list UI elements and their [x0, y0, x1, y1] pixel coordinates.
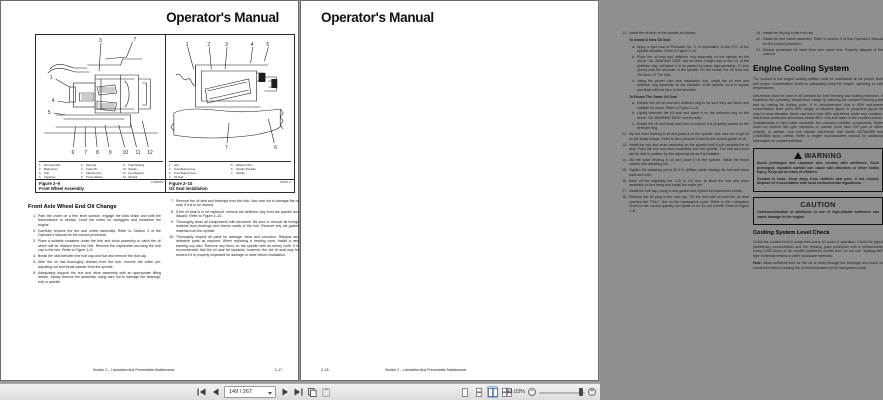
- zoom-percentage-label: 93.03%: [506, 389, 525, 395]
- figure-a-caption: [36, 179, 166, 192]
- legend-label: Oil Seal: [128, 175, 138, 179]
- step-text: Apply a light coat of Permatex No. 3, or equivalent, to the O.D. of the spindle shoulder. Refer to Figure 2–10.: [637, 44, 749, 54]
- legend-number: 7.: [81, 171, 84, 175]
- step-text: Dip the outer bearing in oil and place it on the spindle. Install the thrust washer and adjusting nut.: [629, 157, 749, 167]
- figure-front-wheel-assembly: [35, 34, 167, 193]
- single-page-view-button[interactable]: [459, 386, 470, 398]
- legend-number: 5.: [231, 163, 234, 167]
- svg-text:2: 2: [207, 42, 211, 49]
- step-marker: 8.: [171, 209, 174, 214]
- left-page-column-1: [28, 199, 161, 286]
- figure-b-caption: [166, 179, 294, 192]
- note-label: Note:: [753, 261, 762, 266]
- warning-triangle-icon: [794, 152, 802, 159]
- two-page-spread-view-button[interactable]: [487, 386, 498, 398]
- numbered-step: [619, 195, 749, 213]
- figure-oil-seal-installation: [165, 34, 295, 193]
- svg-text:1: 1: [185, 42, 189, 49]
- warning-paragraphs: [757, 161, 879, 185]
- step-marker: c.: [632, 121, 635, 126]
- numbered-step: [619, 168, 749, 177]
- step-text: Rotate the oil seal back and forth to ensure it is properly seated on the deflector ring.: [637, 121, 749, 131]
- svg-text:9: 9: [108, 150, 112, 157]
- level-check-paragraphs: [753, 240, 883, 258]
- step-text: Carefully remove the tire and wheel assembly. Refer to Section 3 of the Operator's Manual for the correct procedure.: [38, 228, 161, 238]
- legend-number: 3.: [39, 171, 42, 175]
- step-text: Break the seal between the hub cap and hub and remove the hub cap.: [38, 254, 148, 259]
- step-text: Place a suitable container under the hub and drum assembly to catch the oil which will be drained from the hub. Remove the capscrews securing the hub cap to the hub. Refer to Figure 2–9.: [38, 239, 161, 253]
- legend-number: 8.: [81, 175, 84, 179]
- paragraph: Anti-freeze must be used in all climates for both freezing and boiling protection. It broadens the operating temperature range by lowering the coolant freezing point and by raising its boiling point. It is recommended that a 50% anti-freeze concentration level (40%–60% range) of ethylene glycol or propylene glycol be used in most climates. Never use more than 68% anti-freeze under any condition. Anti-freeze protection decreases above 68%. Use soft water in the coolant mixture. Contaminants in hard water neutralize the corrosion inhibitor components. Water must not exceed 300 ppm hardness or contain more than 100 ppm of either chloride or sulfate. Use low silicate anti-freeze that meets ASTM4985 test (GM6038M spec) criteria. Refer to engine manufacturers manual for additional information on coolant selection.: [753, 94, 883, 143]
- legend-number: 7.: [231, 171, 234, 175]
- legend-number: 4.: [169, 175, 172, 179]
- step-marker: 18.: [622, 195, 627, 200]
- legend-label: Spindle Shoulder: [236, 167, 256, 171]
- engine-cooling-system-heading: Engine Cooling System: [753, 63, 849, 74]
- legend-label: Hub: [174, 163, 179, 167]
- right-page-column-2: [753, 31, 883, 273]
- legend-label: Outer Bearing: [128, 163, 145, 167]
- numbered-step: [166, 220, 299, 233]
- right-page-sublist-2: [619, 101, 749, 131]
- right-page-sublist-1: [619, 45, 749, 92]
- figure-b-artwork: [166, 35, 294, 159]
- legend-label: Spindle: [236, 171, 245, 175]
- numbered-step: [28, 271, 161, 284]
- legend-label: Deflector Ring: [236, 163, 253, 167]
- zoom-slider[interactable]: [539, 386, 585, 398]
- figure-a-artwork: [36, 35, 166, 159]
- legend-label: Oil Seal: [174, 175, 184, 179]
- cooling-system-level-check-heading: Cooling System Level Check: [753, 230, 830, 237]
- svg-text:6: 6: [71, 150, 75, 157]
- legend-number: 2.: [169, 167, 172, 171]
- figure-a-art-code: 1209825R: [151, 181, 163, 184]
- step-marker: a.: [632, 101, 635, 106]
- continuous-scroll-view-button[interactable]: [473, 386, 484, 398]
- svg-text:4: 4: [250, 42, 254, 49]
- figure-b-legend-col-1: [169, 164, 229, 181]
- next-page-button[interactable]: [279, 386, 290, 398]
- legend-number: 6.: [81, 167, 84, 171]
- legend-number: 2.: [39, 167, 42, 171]
- numbered-step: [619, 179, 749, 188]
- page-title-right: Operator's Manual: [321, 10, 434, 25]
- numbered-step: [28, 260, 161, 269]
- step-text: Lightly lubricate the oil seal and place it on the deflector ring so the words "OIL BEARING SIDE" can be read.: [637, 111, 749, 120]
- step-marker: 16.: [622, 178, 627, 183]
- step-marker: b.: [632, 54, 635, 59]
- right-page-steps-cont: [619, 132, 749, 213]
- paragraph: Check the coolant level in surge tank every 10 hours of operation. Check the glycol (antifreeze) concentration and the freezing point protection with a refractometer every 2,000 hours or six months whichever comes first. Do not use "floating ball" type of density testers or other inaccurate methods.: [753, 240, 883, 258]
- viewer-toolbar[interactable]: [0, 383, 600, 400]
- document-page-right[interactable]: [300, 0, 883, 381]
- right-page-footer-section: Section 2 – Lubrication And Preventative Maintenance: [385, 368, 467, 372]
- figure-a-caption-number: Figure 2–9: [39, 181, 60, 186]
- step-text: Thoroughly inspect all parts for damage, wear and corrosion. Replace any defective parts as required. When replacing a bearing cone, install a new bearing cup also. Remove any burrs on the spindle with an emery cloth. It is recommended that the oil seal be replaced, however, the old oil seal may be reused if it is properly inspected for damage or wear before installation.: [176, 234, 299, 257]
- left-page-steps-col1: [28, 214, 161, 284]
- step-marker: 7.: [171, 199, 174, 203]
- step-text: Install the hub cap, using a new gasket and tighten the capscrews evenly.: [629, 189, 743, 194]
- legend-number: 1.: [39, 163, 42, 167]
- legend-label: Hub Cap: [86, 163, 97, 167]
- svg-text:7: 7: [84, 150, 88, 157]
- legend-label: Inner Bearing Cone: [174, 171, 197, 175]
- zoom-slider-handle[interactable]: [579, 388, 583, 396]
- sub-heading-reuse-same-oil-seal: To Reuse The Same Oil Seal: [629, 94, 678, 99]
- numbered-step: [166, 199, 299, 208]
- legend-number: 5.: [81, 163, 84, 167]
- step-text: Install the fill plug in the hub cap.: [763, 31, 814, 35]
- left-page-footer-section: Section 2 – Lubrication And Preventative Maintenance: [93, 368, 175, 372]
- page-title-left: Operator's Manual: [166, 10, 279, 25]
- svg-text:6: 6: [274, 145, 278, 152]
- paste-page-button[interactable]: [321, 386, 332, 398]
- legend-label: Rim Assembly: [44, 163, 61, 167]
- paragraph: Coolant is toxic. Keep away from children and pets. If not reused, dispose of in accordance with local environmental regulations.: [757, 176, 879, 186]
- legend-label: Brake Drum: [44, 167, 58, 171]
- step-marker: 3.: [33, 239, 36, 244]
- copy-page-button[interactable]: [307, 386, 318, 398]
- step-text: Install the oil seal on the spindle as follows:: [629, 31, 696, 35]
- step-marker: 11.: [622, 31, 627, 35]
- legend-entry: [231, 172, 291, 176]
- step-text: Tighten the adjusting nut to 50 ft lb (68Nm) while rotating the hub and drum back and forth.: [629, 168, 749, 177]
- sub-heading-install-new-oil-seal: To Install A New Oil Seal: [629, 38, 671, 43]
- paragraph: Overconcentration of antifreeze or use of high-silicate antifreeze can cause damage to the engine.: [757, 210, 879, 219]
- numbered-step: [629, 55, 749, 77]
- step-marker: 17.: [622, 189, 627, 194]
- numbered-step: [629, 101, 749, 110]
- step-marker: 6.: [33, 270, 36, 275]
- chevron-down-icon[interactable]: [268, 392, 272, 395]
- numbered-step: [619, 132, 749, 141]
- step-marker: 21.: [756, 47, 761, 52]
- numbered-step: [619, 158, 749, 167]
- figure-b-caption-number: Figure 2–10: [169, 181, 193, 186]
- step-marker: 1.: [33, 214, 36, 218]
- left-page-steps-col2: [166, 199, 299, 257]
- legend-label: Spindle: [128, 167, 137, 171]
- right-page-steps-col2: [753, 31, 883, 56]
- legend-number: 10.: [123, 167, 127, 171]
- step-marker: b.: [632, 111, 635, 116]
- legend-number: 1.: [169, 163, 172, 167]
- figure-b-art-code: S/Z836–4: [279, 181, 291, 184]
- legend-number: 3.: [169, 171, 172, 175]
- warning-header: [757, 151, 879, 160]
- right-page-steps-intro: [619, 31, 749, 35]
- figure-a-caption-title: Front Wheel Assembly: [39, 186, 84, 191]
- zoom-in-button[interactable]: +: [588, 388, 596, 396]
- previous-page-button[interactable]: [210, 386, 221, 398]
- step-marker: c.: [632, 78, 635, 83]
- numbered-step: [166, 210, 299, 219]
- paragraph: Avoid prolonged and repeated skin contact with antifreeze. Such prolonged, repeated contact can cause skin disorders or other bodily injury. Keep out of reach of children.: [757, 161, 879, 175]
- step-marker: 20.: [756, 37, 761, 42]
- step-text: Install tire and wheel assembly. Refer to section 3 of this Operator's Manual for the correct procedure.: [763, 37, 883, 46]
- zoom-out-button[interactable]: −: [528, 388, 536, 396]
- step-text: Place the oil seal and deflector ring assembly on the spindle so the words "OIL BEARING SIDE" can be read. A slight step in the I.D. of the deflector ring, will allow it to be placed by hand, approximately .12 inch (3mm) onto the shoulder of the spindle. Do Not Install The Oil Seal Into The Bore Of The Hub.: [637, 54, 749, 77]
- numbered-step: [753, 31, 883, 35]
- legend-label: Cotter Pin: [86, 167, 98, 171]
- numbered-step: [619, 189, 749, 193]
- svg-text:7: 7: [133, 37, 137, 44]
- page-number-value: 149 / 267: [229, 389, 252, 395]
- caution-header: [757, 200, 879, 209]
- legend-number: 6.: [231, 167, 234, 171]
- left-page-heading: Front Axle Wheel End Oil Change: [28, 204, 117, 210]
- page-navigation-group: [196, 386, 332, 398]
- step-marker: 15.: [622, 168, 627, 173]
- svg-text:5: 5: [266, 42, 270, 49]
- legend-number: 12.: [123, 175, 127, 179]
- svg-text:4: 4: [51, 98, 55, 105]
- numbered-step: [28, 214, 161, 227]
- numbered-step: [629, 45, 749, 54]
- left-page-footer-number: 2–17: [274, 368, 282, 372]
- svg-text:7: 7: [225, 145, 228, 152]
- svg-text:8: 8: [96, 150, 99, 157]
- step-text: Thoroughly clean all components with kerosene. Be sure to remove all foreign material from bearings and interior cavity of the hub. Remove any old gasket material from the spindle.: [176, 220, 299, 233]
- svg-text:10: 10: [122, 150, 129, 157]
- legend-label: Inner Bearing: [128, 171, 144, 175]
- figure-a-legend-col-3: [123, 164, 163, 181]
- step-marker: 13.: [622, 142, 627, 147]
- numbered-step: [753, 37, 883, 46]
- warning-label: WARNING: [804, 150, 843, 160]
- legend-label: Hub: [44, 171, 49, 175]
- legend-label: Thrust Washer: [86, 175, 103, 179]
- document-page-left[interactable]: [0, 0, 299, 381]
- numbered-step: [28, 239, 161, 252]
- numbered-step: [166, 235, 299, 257]
- figure-a-legend-col-2: [81, 164, 121, 181]
- svg-text:3: 3: [225, 42, 228, 49]
- step-text: Repeat procedure for each front axle wheel end. Properly dispose of the used oil.: [763, 47, 883, 56]
- step-text: Remove the oil seal and bearings from the hub. Use care not to damage the oil seal, if it is to be reused.: [176, 199, 299, 208]
- legend-label: Inner Bearing Cup: [174, 167, 196, 171]
- step-text: Park the crane on a firm level surface, engage the park brake and shift the transmission to neutral. Level the crane on outriggers and shutdown the engine.: [38, 214, 161, 227]
- numbered-step: [619, 31, 749, 35]
- legend-label: Capscrew: [44, 175, 56, 179]
- figure-a-legend-col-1: [39, 164, 79, 181]
- right-page-column-1: [619, 31, 749, 215]
- legend-number: 9.: [123, 163, 126, 167]
- warning-box: [753, 148, 883, 192]
- step-text: Inspect the old oil seal and deflector ring to be sure they are clean and suitable for reuse. Refer to Figure 2–10.: [637, 101, 749, 110]
- svg-text:11: 11: [135, 150, 141, 157]
- numbered-step: [629, 122, 749, 131]
- figure-a-legend: [39, 161, 163, 180]
- figure-b-caption-title: Oil Seal Installation: [169, 186, 208, 191]
- step-text: Adequately support the hub and drum assembly with an appropriate lifting device. Slowly remove the assembly, using care not to damage the bearings, hub or spindle.: [38, 270, 161, 284]
- step-marker: 2.: [33, 228, 36, 233]
- step-text: If the oil seal is to be replaced, remove the deflector ring from the spindle and discard. Refer to Figure 2–10.: [176, 209, 299, 218]
- left-page-column-2: [166, 199, 299, 259]
- last-page-button[interactable]: [293, 386, 304, 398]
- caution-paragraphs: [757, 210, 879, 219]
- step-text: After the oil has thoroughly drained from the hub, remove the cotter pin, adjusting nut and thrust washer from the spindle.: [38, 260, 161, 269]
- step-marker: 10.: [169, 234, 174, 239]
- step-marker: 14.: [622, 157, 627, 162]
- note-block: [753, 261, 883, 270]
- page-number-input[interactable]: [224, 386, 276, 398]
- step-text: Back off the adjusting nut 1/16 to 1/4 turn, to allow the hub and drum assembly to turn freely and install the cotter pin.: [629, 178, 749, 188]
- legend-number: 11.: [123, 171, 127, 175]
- svg-text:3: 3: [99, 38, 102, 45]
- numbered-step: [629, 79, 749, 92]
- step-text: Install the hub and drum assembly on the spindle until it just contacts the oil seal. Push the hub and drum assembly onto the spindle. The hub and drum will be held in position by the adjusting nut as it is installed.: [629, 142, 749, 156]
- numbered-step: [629, 111, 749, 120]
- paragraph: The coolant in the engine cooling system must be maintained at the proper level and proper concentration levels to adequately keep the engine operating at safe temperatures.: [753, 77, 883, 91]
- caution-label: CAUTION: [800, 199, 836, 209]
- numbered-step: [753, 48, 883, 57]
- step-marker: 12.: [622, 132, 627, 137]
- legend-number: 4.: [39, 175, 42, 179]
- step-marker: 5.: [33, 260, 36, 265]
- figure-b-legend-col-2: [231, 164, 291, 181]
- step-text: Dip the inner bearing in oil and place it on the spindle. Use care not to get oil on the brake linings. Refer to the Lubricant Chart for the correct grade of oil.: [629, 132, 749, 141]
- right-page-footer-number: 2–18: [321, 368, 329, 372]
- svg-text:12: 12: [147, 150, 153, 157]
- step-marker: 9.: [171, 220, 174, 224]
- first-page-button[interactable]: [196, 386, 207, 398]
- figure-b-legend: [169, 161, 291, 180]
- note-text: Allow sufficient time for the oil to seep through the bearings and reach its actual level before reading the oil level indicated on the transparent cover.: [753, 261, 883, 270]
- step-marker: 4.: [33, 254, 36, 259]
- step-text: Remove the fill plug in the hub cap. Fill the hub with oil until the oil level reaches the "FULL" line on the transparent cover. Refer to the Lubrication Chart for the correct quantity and grade of oil. Do not overfill. Refer to Figure 2–6.: [629, 195, 749, 213]
- svg-text:5: 5: [47, 110, 51, 117]
- zoom-control-group: [499, 386, 596, 398]
- cooling-paragraphs: [753, 77, 883, 143]
- step-marker: 19.: [756, 31, 761, 35]
- numbered-step: [28, 229, 161, 238]
- legend-label: Adjusting Nut: [86, 171, 102, 175]
- svg-text:1: 1: [49, 75, 53, 82]
- step-text: Using the proper size seal installation tool, install the oil seal and deflector ring assembly on the shoulder of the spindle, so it is square and flush with the face of the shoulder.: [637, 78, 749, 92]
- numbered-step: [28, 254, 161, 258]
- numbered-step: [619, 143, 749, 156]
- step-marker: a.: [632, 44, 635, 49]
- caution-box: [753, 197, 883, 225]
